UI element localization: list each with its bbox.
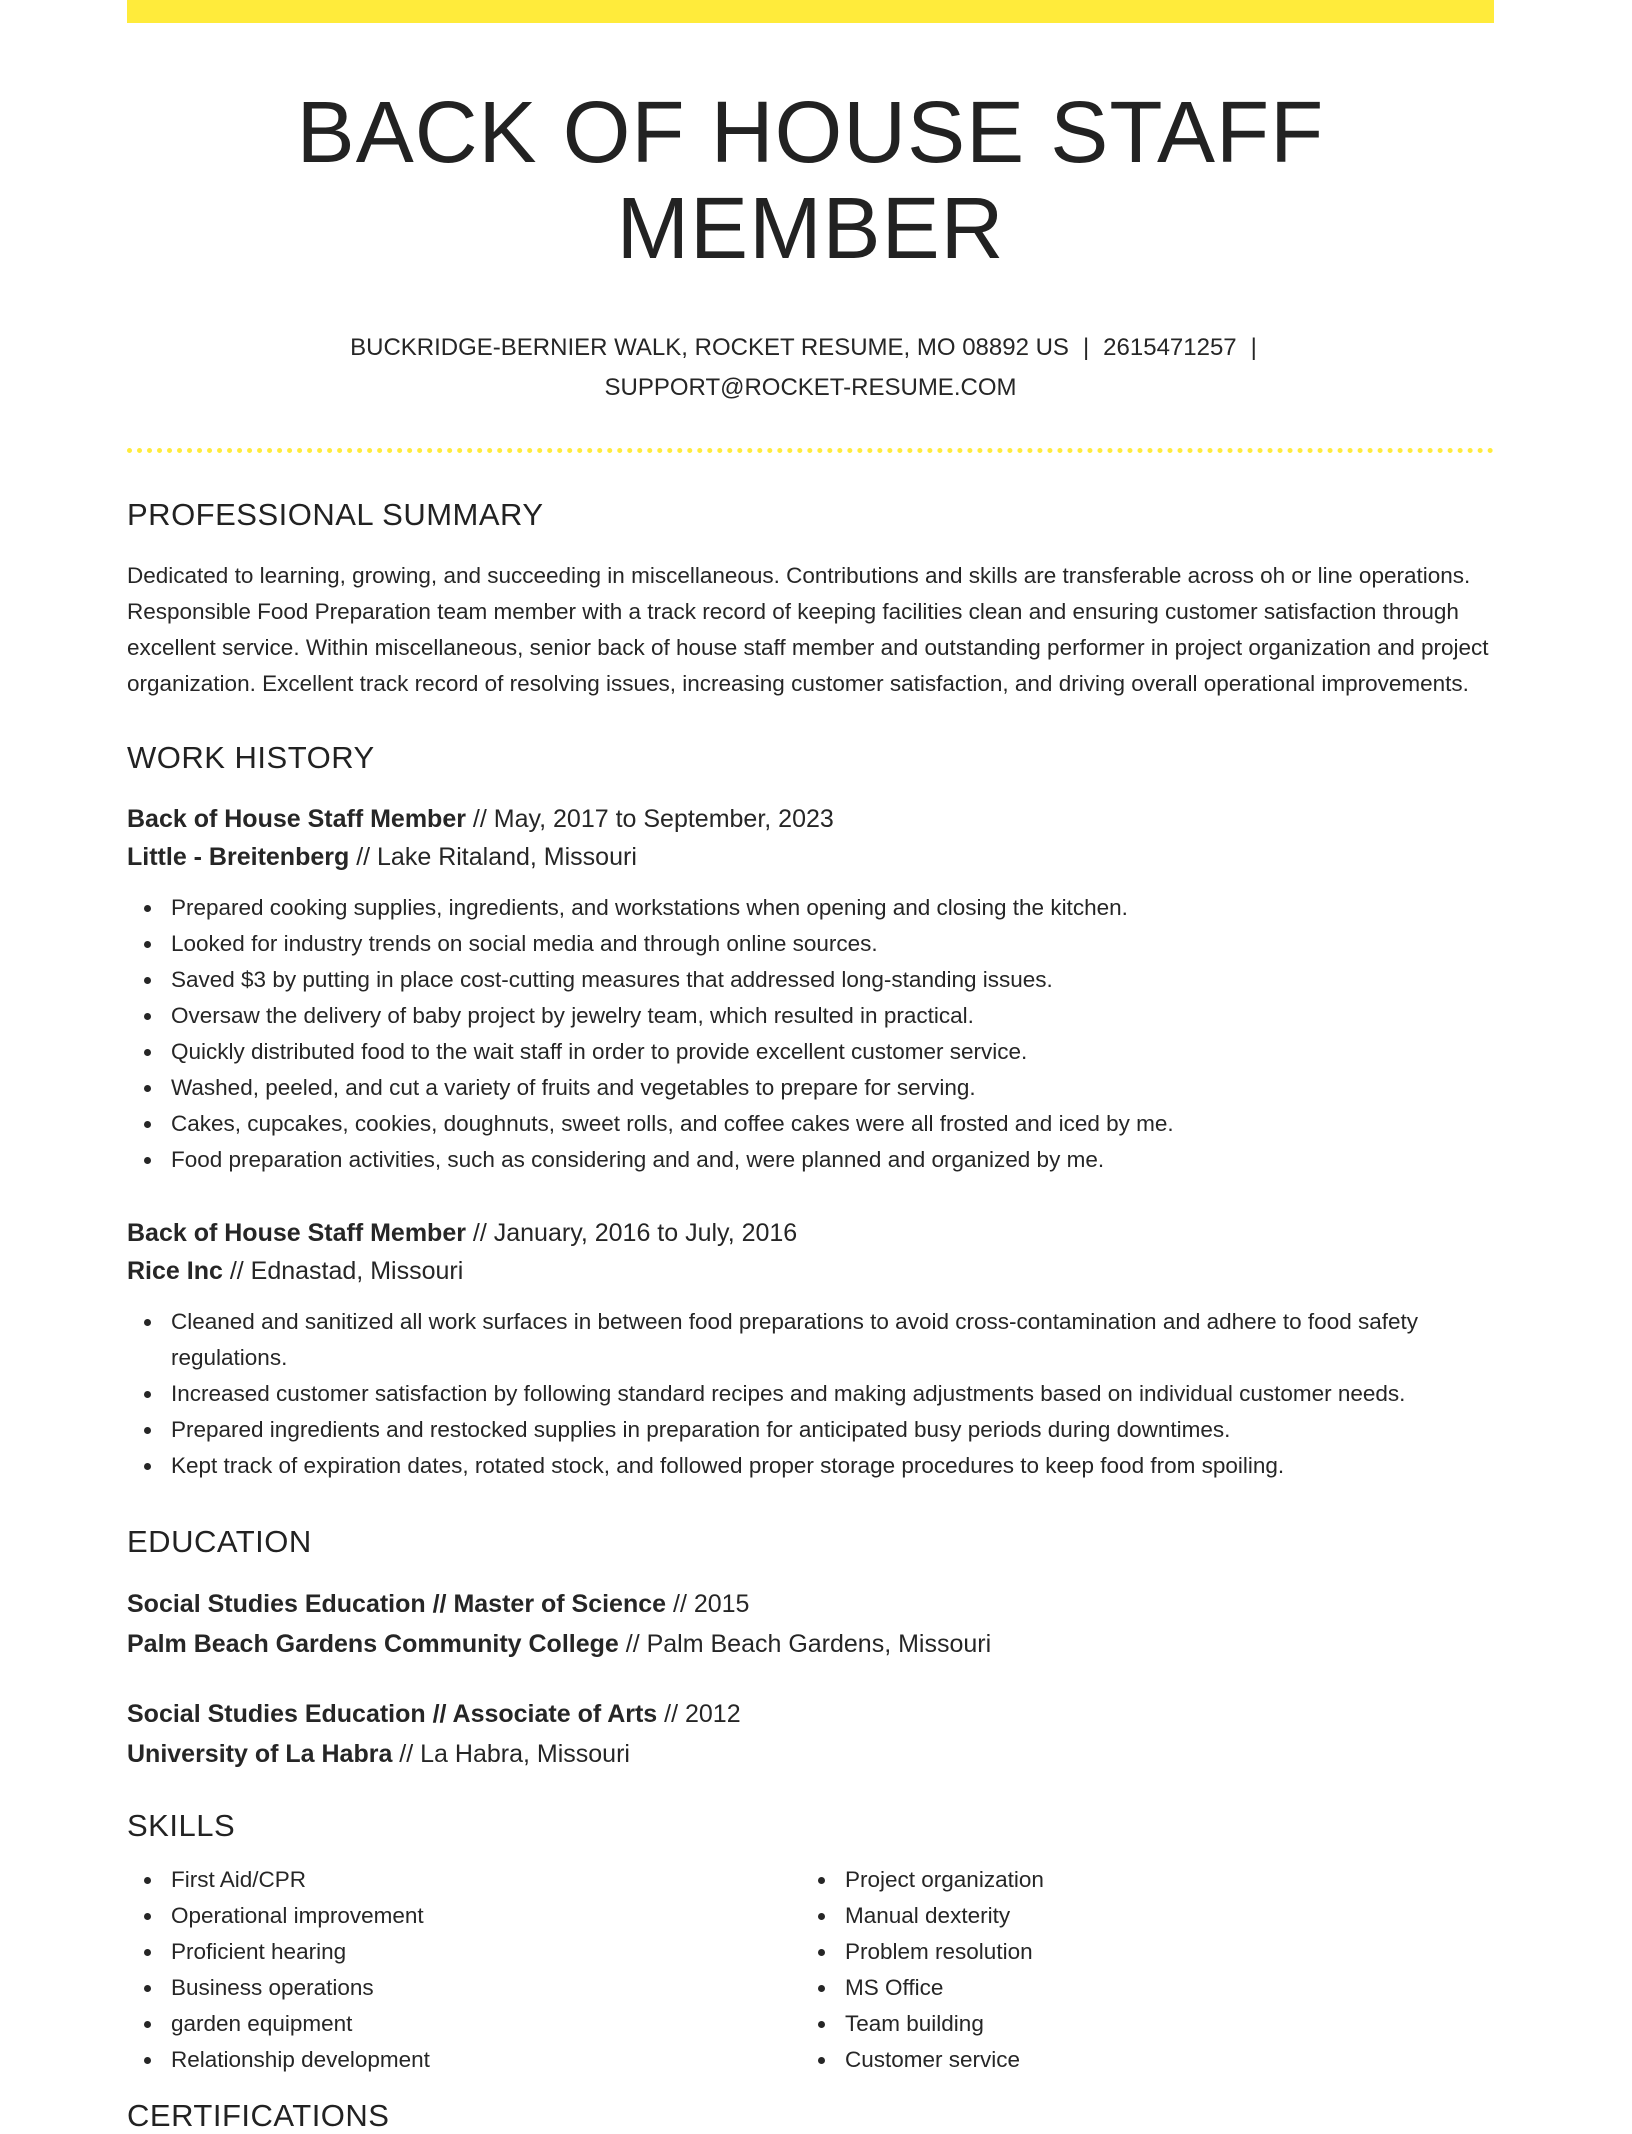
skill-item: Relationship development [127,2042,801,2078]
job-entry [127,800,1494,1178]
job-company: Little - Breitenberg [127,843,350,872]
contact-separator: | [1082,334,1090,362]
skills-heading: SKILLS [127,1808,236,1844]
education-school: University of La Habra [127,1740,393,1769]
education-school: Palm Beach Gardens Community College [127,1630,619,1659]
skill-item: Team building [801,2006,1475,2042]
job-title-line [127,1214,1494,1252]
education-entry [127,1584,1494,1664]
resume-page [127,0,1494,2134]
contact-email: SUPPORT@ROCKET-RESUME.COM [604,374,1017,402]
summary-heading: PROFESSIONAL SUMMARY [127,497,544,533]
list-item: Saved $3 by putting in place cost-cutting measures that addressed long-standing issues. [127,962,1494,998]
list-item: Food preparation activities, such as considering and and, were planned and organized by me. [127,1142,1494,1178]
list-item: Quickly distributed food to the wait staff in order to provide excellent customer service. [127,1034,1494,1070]
dotted-divider [127,448,1494,453]
education-degree: Social Studies Education // Master of Science [127,1590,667,1619]
job-bullets [127,1304,1494,1484]
contact-address: BUCKRIDGE-BERNIER WALK, ROCKET RESUME, MO 08892 US [350,334,1069,362]
job-company-line [127,1252,1494,1290]
education-degree: Social Studies Education // Associate of Arts [127,1700,658,1729]
skill-item: First Aid/CPR [127,1862,801,1898]
contact-phone: 2615471257 [1103,334,1237,362]
list-item: Prepared ingredients and restocked supplies in preparation for anticipated busy periods during downtimes. [127,1412,1494,1448]
skills-left-column [127,1862,801,2078]
education-year: // 2012 [657,1700,741,1729]
education-degree-line [127,1694,1494,1734]
skill-item: Proficient hearing [127,1934,801,1970]
job-bullets [127,890,1494,1178]
job-dates: // January, 2016 to July, 2016 [465,1219,798,1248]
skill-item: Problem resolution [801,1934,1475,1970]
skill-item: Operational improvement [127,1898,801,1934]
skill-item: Manual dexterity [801,1898,1475,1934]
skill-item: garden equipment [127,2006,801,2042]
contact-line-1 [127,328,1494,368]
job-location: // Ednastad, Missouri [222,1257,464,1286]
education-year: // 2015 [666,1590,750,1619]
job-title-line [127,800,1494,838]
education-school-line [127,1734,1494,1774]
education-degree-line [127,1584,1494,1624]
contact-separator: | [1250,334,1257,362]
skill-item: Business operations [127,1970,801,2006]
skills-grid [127,1862,1494,2078]
job-dates: // May, 2017 to September, 2023 [465,805,834,834]
list-item: Washed, peeled, and cut a variety of fruits and vegetables to prepare for serving. [127,1070,1494,1106]
top-accent-bar [127,0,1494,23]
job-location: // Lake Ritaland, Missouri [349,843,637,872]
job-role: Back of House Staff Member [127,1219,466,1248]
education-entry [127,1694,1494,1774]
job-company: Rice Inc [127,1257,223,1286]
skills-right-column [801,1862,1475,2078]
job-entry [127,1214,1494,1484]
education-heading: EDUCATION [127,1524,312,1560]
skill-item: Project organization [801,1862,1475,1898]
list-item: Kept track of expiration dates, rotated stock, and followed proper storage procedures to keep food from spoiling. [127,1448,1494,1484]
education-location: // Palm Beach Gardens, Missouri [618,1630,992,1659]
skill-item: MS Office [801,1970,1475,2006]
certifications-heading: CERTIFICATIONS [127,2098,390,2134]
job-company-line [127,838,1494,876]
list-item: Increased customer satisfaction by following standard recipes and making adjustments based on individual customer needs. [127,1376,1494,1412]
list-item: Oversaw the delivery of baby project by jewelry team, which resulted in practical. [127,998,1494,1034]
list-item: Looked for industry trends on social media and through online sources. [127,926,1494,962]
list-item: Prepared cooking supplies, ingredients, and workstations when opening and closing the kitchen. [127,890,1494,926]
work-history-heading: WORK HISTORY [127,740,375,776]
job-role: Back of House Staff Member [127,805,466,834]
contact-info [127,328,1494,408]
skill-item: Customer service [801,2042,1475,2078]
list-item: Cakes, cupcakes, cookies, doughnuts, sweet rolls, and coffee cakes were all frosted and iced by me. [127,1106,1494,1142]
resume-name: BACK OF HOUSE STAFF MEMBER [296,84,1325,277]
summary-text: Dedicated to learning, growing, and succeeding in miscellaneous. Contributions and skills are transferable across oh or line operations. Responsible Food Preparation team member with a track record of keeping facilities clean and ensuring customer satisfaction through excellent service. Within miscellaneous, senior back of house staff member and outstanding performer in project organization and project organization. Excellent track record of resolving issues, increasing customer satisfaction, and driving overall operational improvements. [127,563,1489,697]
education-school-line [127,1624,1494,1664]
education-location: // La Habra, Missouri [392,1740,630,1769]
contact-line-2 [127,368,1494,408]
list-item: Cleaned and sanitized all work surfaces in between food preparations to avoid cross-contamination and adhere to food safety regulations. [127,1304,1494,1376]
